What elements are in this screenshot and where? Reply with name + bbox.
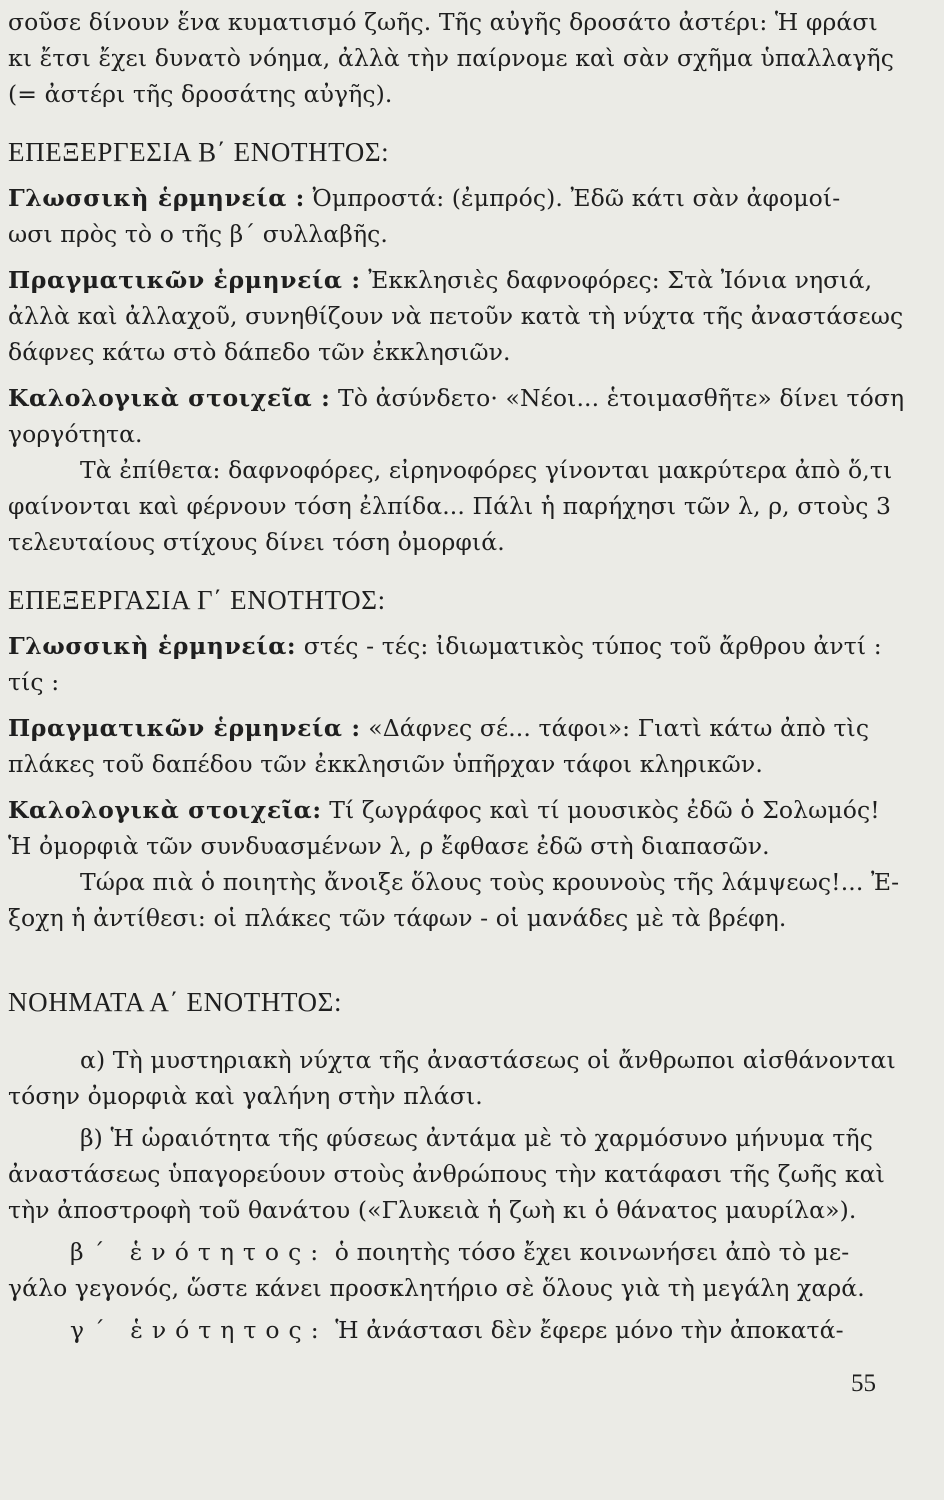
intro-line-1: σοῦσε δίνουν ἕνα κυματισμό ζωῆς. Τῆς αὐγῆς δροσάτο ἀστέρι: Ἡ φράσι xyxy=(8,8,878,36)
section-c-kalologika-line-1 xyxy=(8,792,880,828)
section-c-glossiki-line-1 xyxy=(8,628,882,664)
intro-line-3: (= ἀστέρι τῆς δροσάτης αὐγῆς). xyxy=(8,80,393,108)
section-b-glossiki-lead: Γλωσσικὴ ἑρμηνεία : xyxy=(8,184,305,212)
section-b-pragmatikon-line-3: δάφνες κάτω στὸ δάπεδο τῶν ἐκκλησιῶν. xyxy=(8,338,511,366)
section-c-glossiki-text-1: στές - τές: ἰδιωματικὸς τύπος τοῦ ἄρθρου ἀντί : xyxy=(303,632,882,660)
noimata-b-enotitos-label: β΄ ἑνότητος: xyxy=(70,1238,328,1266)
noimata-item-a-line-1: α) Τὴ μυστηριακὴ νύχτα τῆς ἀναστάσεως οἱ ἄνθρωποι αἰσθάνονται xyxy=(80,1046,896,1074)
section-b-glossiki-text-1: Ὀμπροστά: (ἐμπρός). Ἐδῶ κάτι σὰν ἀφομοί- xyxy=(312,184,841,212)
section-c-pragmatikon-lead: Πραγματικῶν ἑρμηνεία : xyxy=(8,714,361,742)
intro-line-2: κι ἔτσι ἔχει δυνατὸ νόημα, ἀλλὰ τὴν παίρνομε καὶ σὰν σχῆμα ὑπαλλαγῆς xyxy=(8,44,894,72)
section-b-kalologika-cont-1: Τὰ ἐπίθετα: δαφνοφόρες, εἰρηνοφόρες γίνονται μακρύτερα ἀπὸ ὅ,τι xyxy=(80,456,893,484)
section-b-pragmatikon-line-1 xyxy=(8,262,874,298)
section-c-glossiki-lead: Γλωσσικὴ ἑρμηνεία: xyxy=(8,632,297,660)
noimata-b-enotitos-line-2: γάλο γεγονός, ὥστε κάνει προσκλητήριο σὲ ὅλους γιὰ τὴ μεγάλη χαρά. xyxy=(8,1274,865,1302)
section-c-pragmatikon-text-1: «Δάφνες σέ... τάφοι»: Γιατὶ κάτω ἀπὸ τὶς xyxy=(368,714,870,742)
section-c-glossiki-line-2: τίς : xyxy=(8,668,60,696)
section-b-pragmatikon-text-1: Ἐκκλησιὲς δαφνοφόρες: Στὰ Ἰόνια νησιά, xyxy=(368,266,873,294)
noimata-item-b-line-3: τὴν ἀποστροφὴ τοῦ θανάτου («Γλυκειὰ ἡ ζωὴ κι ὁ θάνατος μαυρίλα»). xyxy=(8,1196,857,1224)
section-c-kalologika-lead: Καλολογικὰ στοιχεῖα: xyxy=(8,796,322,824)
section-b-pragmatikon-lead: Πραγματικῶν ἑρμηνεία : xyxy=(8,266,361,294)
section-c-pragmatikon-line-1 xyxy=(8,710,874,746)
noimata-item-a-line-2: τόσην ὀμορφιὰ καὶ γαλήνη στὴν πλάσι. xyxy=(8,1082,483,1110)
noimata-g-enotitos-line-1 xyxy=(8,1312,874,1348)
section-b-pragmatikon-line-2: ἀλλὰ καὶ ἀλλαχοῦ, συνηθίζουν νὰ πετοῦν κατὰ τὴ νύχτα τῆς ἀναστάσεως xyxy=(8,302,904,330)
noimata-g-enotitos-text-1: Ἡ ἀνάστασι δὲν ἔφερε μόνο τὴν ἀποκατά- xyxy=(335,1316,844,1344)
section-b-kalologika-line-1 xyxy=(8,380,905,416)
section-c-kalologika-text-1: Τί ζωγράφος καὶ τί μουσικὸς ἐδῶ ὁ Σολωμός! xyxy=(329,796,880,824)
section-b-glossiki-line-1 xyxy=(8,180,874,216)
section-b-kalologika-lead: Καλολογικὰ στοιχεῖα : xyxy=(8,384,331,412)
section-b-glossiki-line-2: ωσι πρὸς τὸ ο τῆς β΄ συλλαβῆς. xyxy=(8,220,388,248)
section-c-kalologika-line-2: Ἡ ὀμορφιὰ τῶν συνδυασμένων λ, ρ ἔφθασε ἐδῶ στὴ διαπασῶν. xyxy=(8,832,770,860)
page-number: 55 xyxy=(851,1370,876,1397)
section-noimata-heading: ΝΟΗΜΑΤΑ Α΄ ΕΝΟΤΗΤΟΣ: xyxy=(8,987,343,1017)
section-b-kalologika-cont-3: τελευταίους στίχους δίνει τόση ὀμορφιά. xyxy=(8,528,505,556)
section-c-kalologika-cont-2: ξοχη ἡ ἀντίθεσι: οἱ πλάκες τῶν τάφων - οἱ μανάδες μὲ τὰ βρέφη. xyxy=(8,904,787,932)
noimata-g-enotitos-label: γ΄ ἑνότητος: xyxy=(70,1316,328,1344)
section-c-pragmatikon-line-2: πλάκες τοῦ δαπέδου τῶν ἐκκλησιῶν ὑπῆρχαν τάφοι κληρικῶν. xyxy=(8,750,763,778)
noimata-b-enotitos-line-1 xyxy=(8,1234,874,1270)
section-b-kalologika-text-1: Τὸ ἀσύνδετο· «Νέοι... ἑτοιμασθῆτε» δίνει τόση xyxy=(338,384,905,412)
section-b-kalologika-cont-2: φαίνονται καὶ φέρνουν τόση ἐλπίδα... Πάλι ἡ παρήχησι τῶν λ, ρ, στοὺς 3 xyxy=(8,492,892,520)
section-c-heading: ΕΠΕΞΕΡΓΑΣΙΑ Γ΄ ΕΝΟΤΗΤΟΣ: xyxy=(8,585,386,615)
section-c-kalologika-cont-1: Τώρα πιὰ ὁ ποιητὴς ἄνοιξε ὅλους τοὺς κρουνοὺς τῆς λάμψεως!... Ἐ- xyxy=(80,868,900,896)
noimata-item-b-line-2: ἀναστάσεως ὑπαγορεύουν στοὺς ἀνθρώπους τὴν κατάφασι τῆς ζωῆς καὶ xyxy=(8,1160,885,1188)
section-b-heading: ΕΠΕΞΕΡΓΕΣΙΑ Β΄ ΕΝΟΤΗΤΟΣ: xyxy=(8,137,390,167)
noimata-item-b-line-1: β) Ἡ ὡραιότητα τῆς φύσεως ἀντάμα μὲ τὸ χαρμόσυνο μήνυμα τῆς xyxy=(80,1124,873,1152)
noimata-b-enotitos-text-1: ὁ ποιητὴς τόσο ἔχει κοινωνήσει ἀπὸ τὸ με- xyxy=(334,1238,850,1266)
section-b-kalologika-line-2: γοργότητα. xyxy=(8,420,143,448)
